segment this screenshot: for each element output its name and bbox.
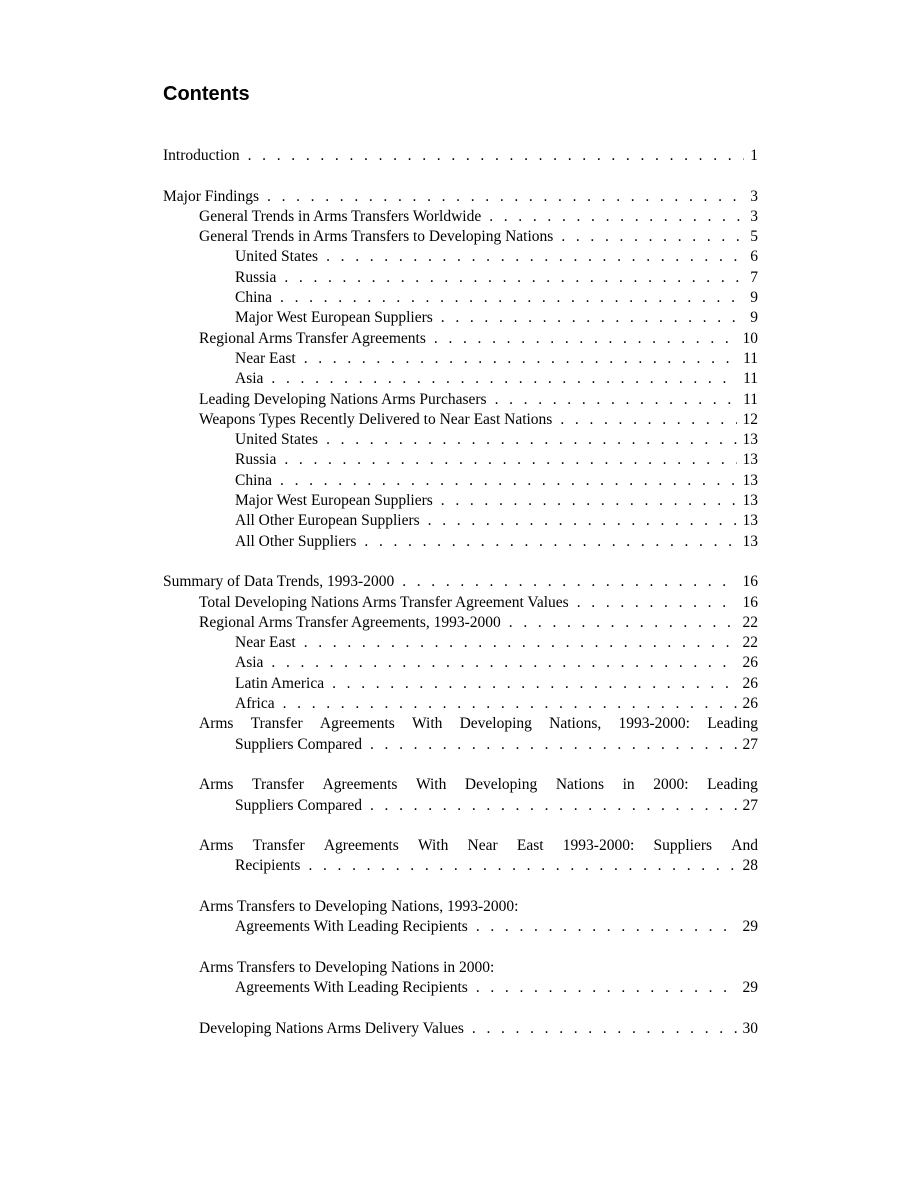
toc-entry-title: United States: [235, 248, 319, 266]
toc-page-number: 30: [742, 1019, 758, 1037]
toc-entry[interactable]: [163, 369, 758, 389]
toc-spacer: [163, 816, 758, 836]
dot-leader: [332, 674, 736, 694]
toc-word: East: [516, 837, 544, 855]
toc-entry-title: Asia: [235, 370, 264, 388]
toc-word: Transfer: [250, 715, 303, 733]
toc-page-number: 26: [742, 674, 758, 692]
toc-entry-title: Regional Arms Transfer Agreements, 1993-2000: [199, 613, 501, 631]
toc-entry-title: Latin America: [235, 674, 325, 692]
toc-word: With: [415, 776, 447, 794]
dot-leader: [428, 511, 737, 531]
toc-entry[interactable]: [163, 288, 758, 308]
toc-entry-title: China: [235, 471, 273, 489]
toc-entry[interactable]: [163, 694, 758, 714]
toc-page-number: 13: [742, 471, 758, 489]
toc-spacer: [163, 755, 758, 775]
dot-leader: [577, 593, 737, 613]
toc-word: Agreements: [323, 837, 399, 855]
toc-entry[interactable]: [163, 390, 758, 410]
dot-leader: [364, 532, 736, 552]
dot-leader: [267, 187, 744, 207]
toc-page-number: 6: [750, 248, 758, 266]
dot-leader: [280, 288, 744, 308]
toc-page-number: 12: [742, 410, 758, 428]
dot-leader: [271, 369, 737, 389]
toc-entry-title: Major West European Suppliers: [235, 309, 433, 327]
dot-leader: [326, 430, 736, 450]
dot-leader: [441, 308, 744, 328]
toc-word: Agreements: [319, 715, 395, 733]
toc-entry-title: Africa: [235, 695, 275, 713]
toc-page-number: 27: [742, 735, 758, 753]
toc-entry-title: Summary of Data Trends, 1993-2000: [163, 573, 395, 591]
dot-leader: [495, 390, 738, 410]
toc-entry[interactable]: [163, 247, 758, 267]
toc-entry-title: Near East: [235, 634, 296, 652]
toc-page-number: 16: [742, 573, 758, 591]
toc-entry-first-line: [163, 836, 758, 856]
toc-entry[interactable]: [163, 917, 758, 937]
toc-entry-title: United States: [235, 431, 319, 449]
toc-entry-title: Recipients: [235, 857, 301, 875]
dot-leader: [248, 146, 745, 166]
toc-page-number: 13: [742, 451, 758, 469]
toc-word: With: [412, 715, 443, 733]
toc-word: Nations: [555, 776, 605, 794]
toc-entry-title: Weapons Types Recently Delivered to Near East Nations: [199, 410, 553, 428]
toc-page-number: 11: [743, 390, 758, 408]
toc-page-number: 11: [743, 370, 758, 388]
toc-entry-title: Near East: [235, 349, 296, 367]
dot-leader: [434, 329, 737, 349]
dot-leader: [476, 978, 737, 998]
toc-word: 2000:: [653, 776, 689, 794]
toc-page-number: 29: [742, 918, 758, 936]
dot-leader: [509, 613, 737, 633]
toc-page-number: 16: [742, 593, 758, 611]
toc-word: Arms: [199, 715, 234, 733]
toc-word: Arms: [199, 837, 234, 855]
toc-page-number: 7: [750, 268, 758, 286]
toc-entry-title: All Other European Suppliers: [235, 512, 420, 530]
toc-entry[interactable]: [163, 207, 758, 227]
toc-word: Transfer: [252, 837, 305, 855]
dot-leader: [561, 227, 744, 247]
toc-entry[interactable]: [163, 796, 758, 816]
dot-leader: [280, 471, 736, 491]
toc-entry-first-line: Arms Transfers to Developing Nations, 1993-2000:: [199, 897, 519, 915]
toc-entry-title: Regional Arms Transfer Agreements: [199, 329, 426, 347]
dot-leader: [402, 572, 736, 592]
toc-entry[interactable]: [163, 1019, 758, 1039]
toc-entry-title: Leading Developing Nations Arms Purchasers: [199, 390, 487, 408]
dot-leader: [284, 268, 744, 288]
dot-leader: [284, 450, 736, 470]
toc-entry-title: Total Developing Nations Arms Transfer Agreement Values: [199, 593, 569, 611]
toc-entry-title: China: [235, 289, 273, 307]
toc-entry-title: Russia: [235, 451, 277, 469]
toc-entry[interactable]: [163, 532, 758, 552]
toc-entry-title: General Trends in Arms Transfers Worldwide: [199, 207, 482, 225]
toc-word: Suppliers: [653, 837, 713, 855]
toc-word: Developing: [459, 715, 532, 733]
toc-entry[interactable]: [163, 430, 758, 450]
toc-word: Nations,: [549, 715, 602, 733]
toc-word: 1993-2000:: [562, 837, 635, 855]
toc-page-number: 9: [750, 289, 758, 307]
dot-leader: [304, 349, 737, 369]
toc-entry[interactable]: [163, 146, 758, 166]
toc-page-number: 13: [742, 532, 758, 550]
toc-entry[interactable]: [163, 653, 758, 673]
toc-page-number: 11: [743, 349, 758, 367]
toc-word: Agreements: [322, 776, 398, 794]
toc-entry[interactable]: [163, 308, 758, 328]
toc-entry[interactable]: [163, 227, 758, 247]
toc-entry-title: Russia: [235, 268, 277, 286]
toc-entry[interactable]: [163, 349, 758, 369]
toc-entry[interactable]: [163, 491, 758, 511]
page-title: Contents: [163, 83, 250, 105]
dot-leader: [441, 491, 737, 511]
dot-leader: [476, 917, 737, 937]
toc-page-number: 26: [742, 695, 758, 713]
dot-leader: [370, 796, 737, 816]
dot-leader: [304, 633, 737, 653]
toc-page-number: 5: [750, 228, 758, 246]
toc-spacer: [163, 877, 758, 897]
toc-entry-title: Agreements With Leading Recipients: [235, 979, 468, 997]
toc-page-number: 9: [750, 309, 758, 327]
toc-entry[interactable]: [163, 187, 758, 207]
toc-word: 1993-2000:: [618, 715, 690, 733]
toc-entry[interactable]: [163, 329, 758, 349]
toc-page-number: 27: [742, 796, 758, 814]
toc-word: Arms: [199, 776, 234, 794]
toc-word: Leading: [707, 776, 758, 794]
toc-word: in: [622, 776, 635, 794]
toc-entry-title: Agreements With Leading Recipients: [235, 918, 468, 936]
toc-word: With: [417, 837, 449, 855]
toc-entry-title: All Other Suppliers: [235, 532, 357, 550]
toc-entry[interactable]: [163, 268, 758, 288]
toc-entry-first-line: [163, 775, 758, 795]
toc-entry-title: General Trends in Arms Transfers to Developing Nations: [199, 228, 554, 246]
toc-entry[interactable]: [163, 674, 758, 694]
toc-spacer: [163, 166, 758, 186]
toc-page-number: 13: [742, 512, 758, 530]
dot-leader: [489, 207, 744, 227]
toc-page-number: 29: [742, 979, 758, 997]
dot-leader: [283, 694, 737, 714]
toc-entry[interactable]: [163, 471, 758, 491]
toc-spacer: [163, 938, 758, 958]
toc-entry[interactable]: [163, 735, 758, 755]
toc-entry[interactable]: [163, 613, 758, 633]
toc-page-number: 1: [750, 147, 758, 164]
toc-word: Near: [467, 837, 498, 855]
toc-page-number: 22: [742, 613, 758, 631]
toc-entry[interactable]: [163, 856, 758, 876]
toc-spacer: [163, 552, 758, 572]
toc-entry[interactable]: [163, 572, 758, 592]
dot-leader: [560, 410, 736, 430]
toc-entry-title: Suppliers Compared: [235, 735, 362, 753]
toc-entry[interactable]: [163, 450, 758, 470]
toc-entry-title: Major Findings: [163, 187, 260, 205]
toc-entry-title: Major West European Suppliers: [235, 492, 433, 510]
toc-word: Developing: [464, 776, 538, 794]
dot-leader: [472, 1019, 737, 1039]
toc-page-number: 13: [742, 492, 758, 510]
toc-page-number: 10: [742, 329, 758, 347]
toc-entry-first-line: Arms Transfers to Developing Nations in 2000:: [199, 958, 495, 976]
toc-entry[interactable]: [163, 511, 758, 531]
toc-page-number: 3: [750, 207, 758, 225]
toc-word: Transfer: [252, 776, 304, 794]
toc-page-number: 26: [742, 654, 758, 672]
toc-page-number: 22: [742, 634, 758, 652]
toc-spacer: [163, 998, 758, 1018]
table-of-contents: [163, 146, 758, 1039]
toc-entry-title: Asia: [235, 654, 264, 672]
toc-entry[interactable]: [163, 593, 758, 613]
toc-entry[interactable]: [163, 633, 758, 653]
dot-leader: [326, 247, 744, 267]
toc-entry-title: Suppliers Compared: [235, 796, 362, 814]
toc-entry-title: Developing Nations Arms Delivery Values: [199, 1019, 464, 1037]
toc-entry-title: Introduction: [163, 147, 240, 164]
toc-page-number: 3: [750, 187, 758, 205]
dot-leader: [271, 653, 736, 673]
toc-entry[interactable]: [163, 978, 758, 998]
toc-entry[interactable]: [163, 410, 758, 430]
dot-leader: [308, 856, 736, 876]
dot-leader: [370, 735, 737, 755]
toc-page-number: 28: [742, 857, 758, 875]
toc-word: Leading: [707, 715, 758, 733]
toc-entry-first-line: [163, 714, 758, 734]
toc-word: And: [731, 837, 758, 855]
toc-page-number: 13: [742, 431, 758, 449]
